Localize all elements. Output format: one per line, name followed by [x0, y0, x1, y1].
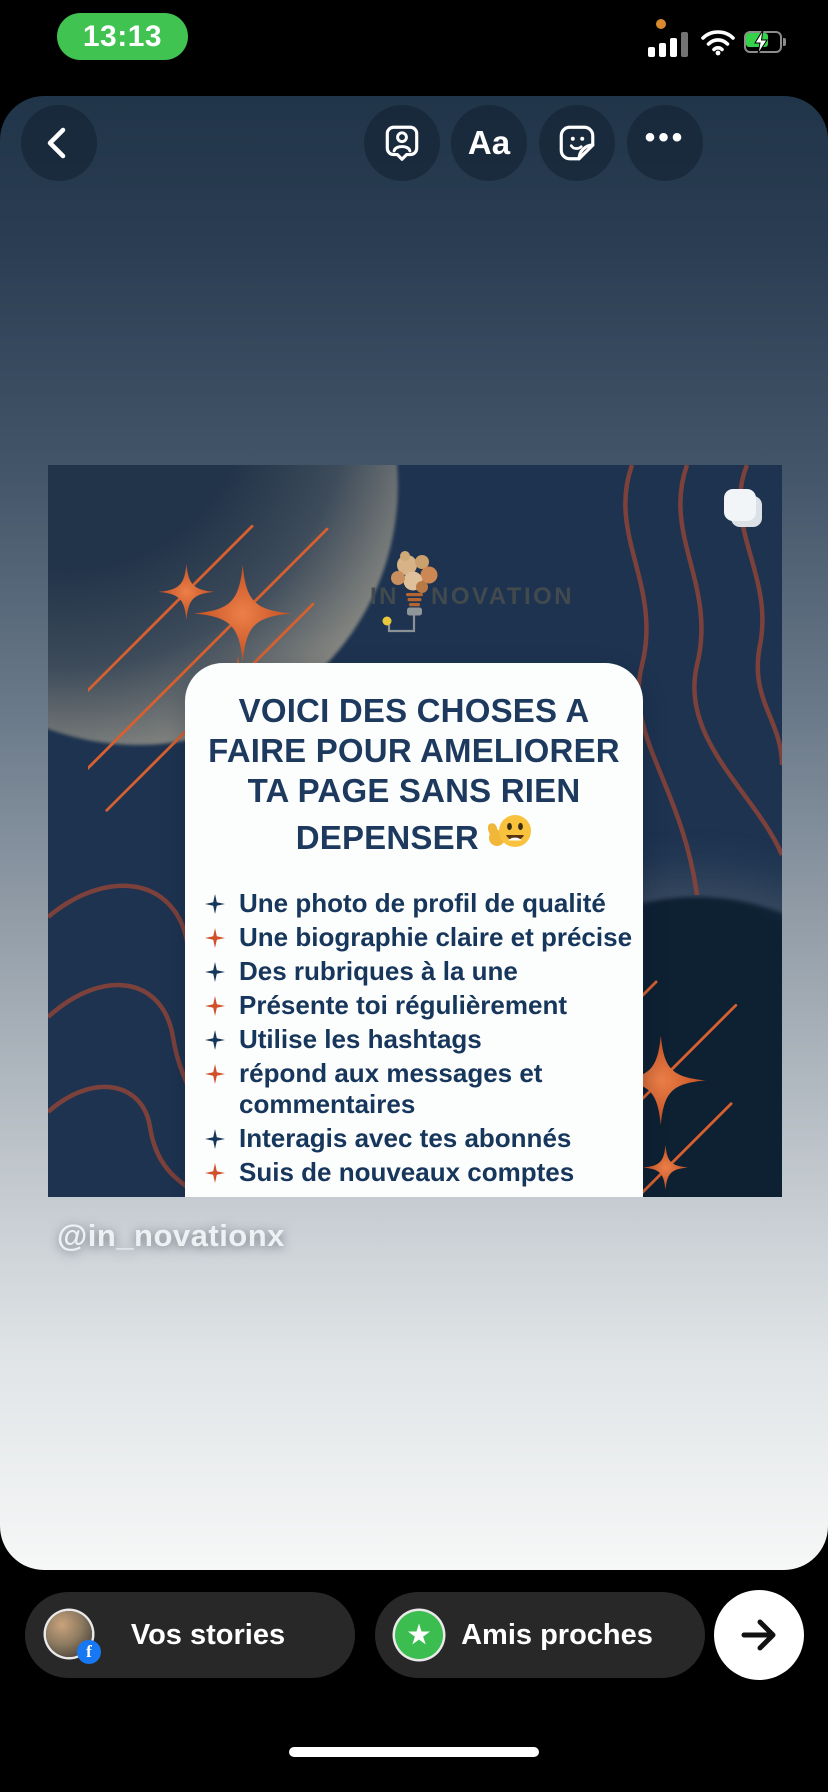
quote-card: [185, 663, 643, 1197]
tip-text: Des rubriques à la une: [239, 956, 518, 986]
tip-text: Présente toi régulièrement: [239, 990, 567, 1020]
text-tool-label: Aa: [467, 124, 511, 161]
story-canvas: [0, 96, 828, 1570]
tip-item: [205, 1058, 635, 1120]
home-indicator[interactable]: [289, 1747, 539, 1757]
thumbs-up-smiley-emoji: [488, 811, 532, 849]
your-story-label: Vos stories: [130, 1618, 286, 1651]
sparkle-bullet-icon: [205, 1030, 225, 1050]
more-options-button[interactable]: [627, 105, 703, 181]
tip-text: Suis de nouveaux comptes: [239, 1157, 575, 1187]
tag-people-icon: [381, 122, 423, 164]
arrow-right-icon: [735, 1611, 783, 1659]
avatar: [45, 1610, 95, 1660]
tip-item: [205, 990, 635, 1021]
status-bar: [0, 0, 828, 96]
sparkle-bullet-icon: [205, 962, 225, 982]
back-button[interactable]: [21, 105, 97, 181]
tip-item: [205, 1024, 635, 1055]
tip-item: [205, 1123, 635, 1154]
close-friends-star-icon: [395, 1611, 443, 1659]
logo-text-left: IN: [370, 583, 399, 610]
tips-list: [185, 888, 643, 1188]
share-next-button[interactable]: [714, 1590, 804, 1680]
charging-bolt-icon: [753, 30, 769, 54]
carousel-indicator-icon: [722, 487, 766, 531]
tip-text: Une biographie claire et précise: [239, 922, 633, 952]
brand-logo: [285, 551, 575, 651]
close-friends-button[interactable]: [375, 1592, 705, 1678]
sparkle-bullet-icon: [205, 928, 225, 948]
card-title: VOICI DES CHOSES A FAIRE POUR AMELIORER TA PAGE SANS RIEN DEPENSER: [208, 692, 620, 856]
sparkle-bullet-icon: [205, 894, 225, 914]
sticker-button[interactable]: [539, 105, 615, 181]
cellular-signal-icon: [648, 32, 692, 57]
tip-text: Interagis avec tes abonnés: [239, 1123, 572, 1153]
tip-item: [205, 922, 635, 953]
battery-icon: [744, 31, 786, 53]
mention-username[interactable]: @in_novationx: [57, 1218, 285, 1253]
sparkle-bullet-icon: [205, 1163, 225, 1183]
back-icon: [37, 121, 81, 165]
close-friends-label: Amis proches: [461, 1618, 653, 1651]
tip-text: Utilise les hashtags: [239, 1024, 482, 1054]
sparkle-bullet-icon: [205, 996, 225, 1016]
time-pill[interactable]: [57, 13, 188, 60]
post-image[interactable]: [48, 465, 782, 1197]
tag-people-button[interactable]: [364, 105, 440, 181]
tip-text: répond aux messages et commentaires: [239, 1058, 543, 1119]
sparkle-bullet-icon: [205, 1064, 225, 1084]
tip-text: Une photo de profil de qualité: [239, 888, 606, 918]
sparkle-bullet-icon: [205, 1129, 225, 1149]
facebook-badge-icon: f: [77, 1640, 101, 1664]
tip-item: [205, 888, 635, 919]
your-story-button[interactable]: [25, 1592, 355, 1678]
more-options-icon: •••: [644, 121, 686, 154]
wifi-icon: [700, 29, 736, 56]
clock-time: 13:13: [82, 19, 163, 53]
text-tool-button[interactable]: [451, 105, 527, 181]
sticker-icon: [556, 122, 598, 164]
logo-text-right: NOVATION: [431, 583, 575, 610]
tip-item: [205, 1157, 635, 1188]
tip-item: [205, 956, 635, 987]
recording-dot: [656, 19, 666, 29]
